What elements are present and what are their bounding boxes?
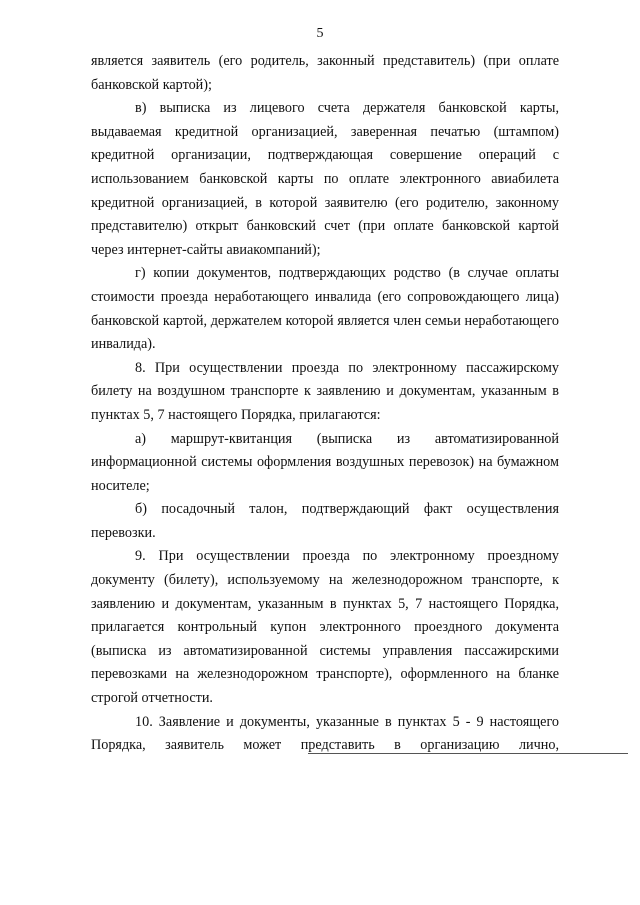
paragraph-clause-10: 10. Заявление и документы, указанные в пунктах 5 - 9 настоящего Порядка, заявитель может представить в организацию лично, xyxy=(91,713,559,754)
document-body xyxy=(91,50,559,758)
paragraph-continuation: является заявитель (его родитель, законный представитель) (при оплате банковской картой); xyxy=(91,53,559,93)
paragraph-clause-8-a: а) маршрут-квитанция (выписка из автоматизированной информационной системы оформления воздушных перевозок) на бумажном носителе; xyxy=(91,430,559,494)
paragraph-clause-9: 9. При осуществлении проезда по электронному проездному документу (билету), используемому на железнодорожном транспорте, к заявлению и документам, указанным в пунктах 5, 7 настоящего Порядка, прилагается контрольный купон электронного проездного документа (выписка из автоматизированной системы управления пассажирскими перевозками на железнодорожном транспорте), оформленного на бланке строгой отчетности. xyxy=(91,548,559,707)
paragraph-clause-8: 8. При осуществлении проезда по электронному пассажирскому билету на воздушном транспорте к заявлению и документам, указанным в пунктах 5, 7 настоящего Порядка, прилагаются: xyxy=(91,359,559,423)
paragraph-item-v: в) выписка из лицевого счета держателя банковской карты, выдаваемая кредитной организацией, заверенная печатью (штампом) кредитной организации, подтверждающая совершение операций с использованием банковской карты по оплате электронного авиабилета кредитной организацией, в которой заявителю (его родителю, законному представителю) открыт банковский счет (при оплате банковской картой через интернет-сайты авиакомпаний); xyxy=(91,100,559,258)
page-number: 5 xyxy=(316,26,324,41)
paragraph-item-g: г) копии документов, подтверждающих родство (в случае оплаты стоимости проезда неработающего инвалида (его сопровождающего лица) банковской картой, держателем которой является член семьи неработающего инвалида). xyxy=(91,265,559,353)
footer-rule xyxy=(308,753,628,754)
paragraph-clause-8-b: б) посадочный талон, подтверждающий факт осуществления перевозки. xyxy=(91,501,559,541)
